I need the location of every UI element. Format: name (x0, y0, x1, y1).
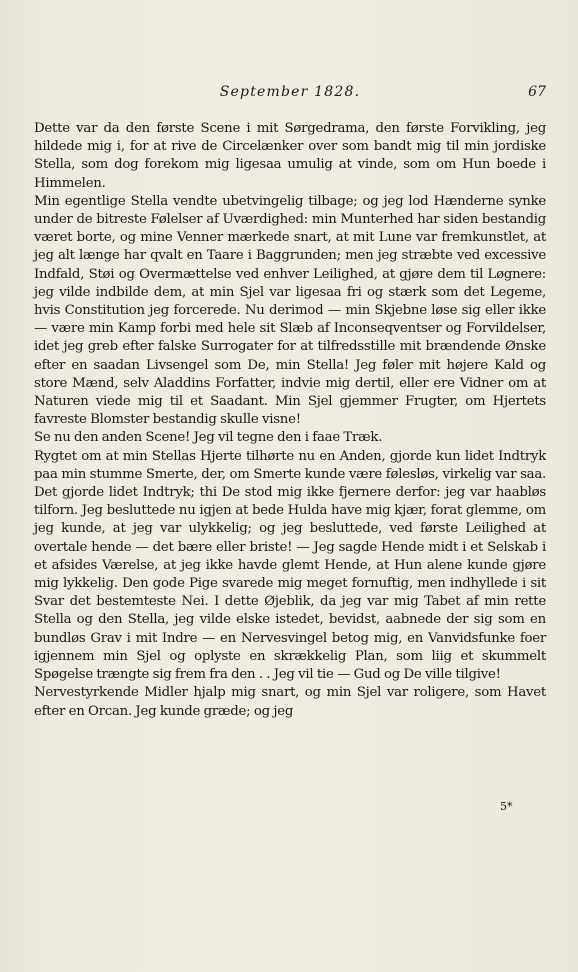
paragraph-1: Dette var da den første Scene i mit Sørgedrama, den første Forvikling, jeg hildede mig i, for at rive de Circelænker over som bandt mig til min jordiske Stella, som dog forekom mig ligesaa umulig at vinde, som om Hun boede i Himmelen. (34, 121, 546, 191)
signature-mark: 5* (500, 800, 513, 813)
paragraph-5: Nervestyrkende Midler hjalp mig snart, og min Sjel var roligere, som Havet efter en Orcan. Jeg kunde græde; og jeg (34, 685, 546, 719)
page-number: 67 (528, 84, 546, 100)
running-head-title: September 1828. (219, 84, 361, 100)
body-text (34, 120, 546, 721)
paragraph-3: Se nu den anden Scene! Jeg vil tegne den i faae Træk. (34, 430, 383, 446)
running-head (34, 84, 546, 108)
paragraph-4: Rygtet om at min Stellas Hjerte tilhørte nu en Anden, gjorde kun lidet Indtryk paa min stumme Smerte, der, om Smerte kunde være følesløs, virkelig var saa. Det gjorde lidet Indtryk; thi De stod mig ikke fjernere derfor: jeg var haabløs tilforn. Jeg besluttede nu igjen at bede Hulda have mig kjær, forat glemme, om jeg kunde, at jeg var ulykkelig; og jeg besluttede, ved første Leilighed at overtale hende — det bære eller briste! — Jeg sagde Hende midt i et Selskab i et afsides Værelse, at jeg ikke havde glemt Hende, at Hun alene kunde gjøre mig lykkelig. Den gode Pige svarede mig meget fornuftig, men indhyllede i sit Svar det bestemteste Nei. I dette Øjeblik, da jeg var mig Tabet af min rette Stella og den Stella, jeg vilde elske istedet, bevidst, aabnede der sig som en bundløs Grav i mit Indre — en Nervesvingel betog mig, en Vanvidsfunke foer igjennem min Sjel og oplyste en skrækkelig Plan, som liig et skummelt Spøgelse trængte sig frem fra den . . Jeg vil tie — Gud og De ville tilgive! (34, 448, 546, 683)
paragraph-2: Min egentlige Stella vendte ubetvingelig tilbage; og jeg lod Hænderne synke under de bitreste Følelser af Uværdighed: min Munterhed har siden bestandig været borte, og mine Venner mærkede snart, at mit Lune var fremkunstlet, at jeg alt længe har qvalt en Taare i Baggrunden; men jeg stræbte ved excessive Indfald, Støi og Overmættelse ved enhver Leilighed, at gjøre dem til Løgnere: jeg vilde indbilde dem, at min Sjel var ligesaa fri og stærk som det Legeme, hvis Constitution jeg forcerede. Nu derimod — min Skjebne løse sig eller ikke — være min Kamp forbi med hele sit Slæb af Inconseqventser og Forvildelser, idet jeg greb efter falske Surrogater for at tilfredsstille mit brændende Ønske efter en saadan Livsengel som De, min Stella! Jeg føler mit højere Kald og store Mænd, selv Aladdins Forfatter, indvie mig dertil, eller ere Vidner om at Naturen viede mig til et Saadant. Min Sjel gjemmer Frugter, om Hjertets favreste Blomster bestandig skulle visne! (34, 193, 546, 428)
